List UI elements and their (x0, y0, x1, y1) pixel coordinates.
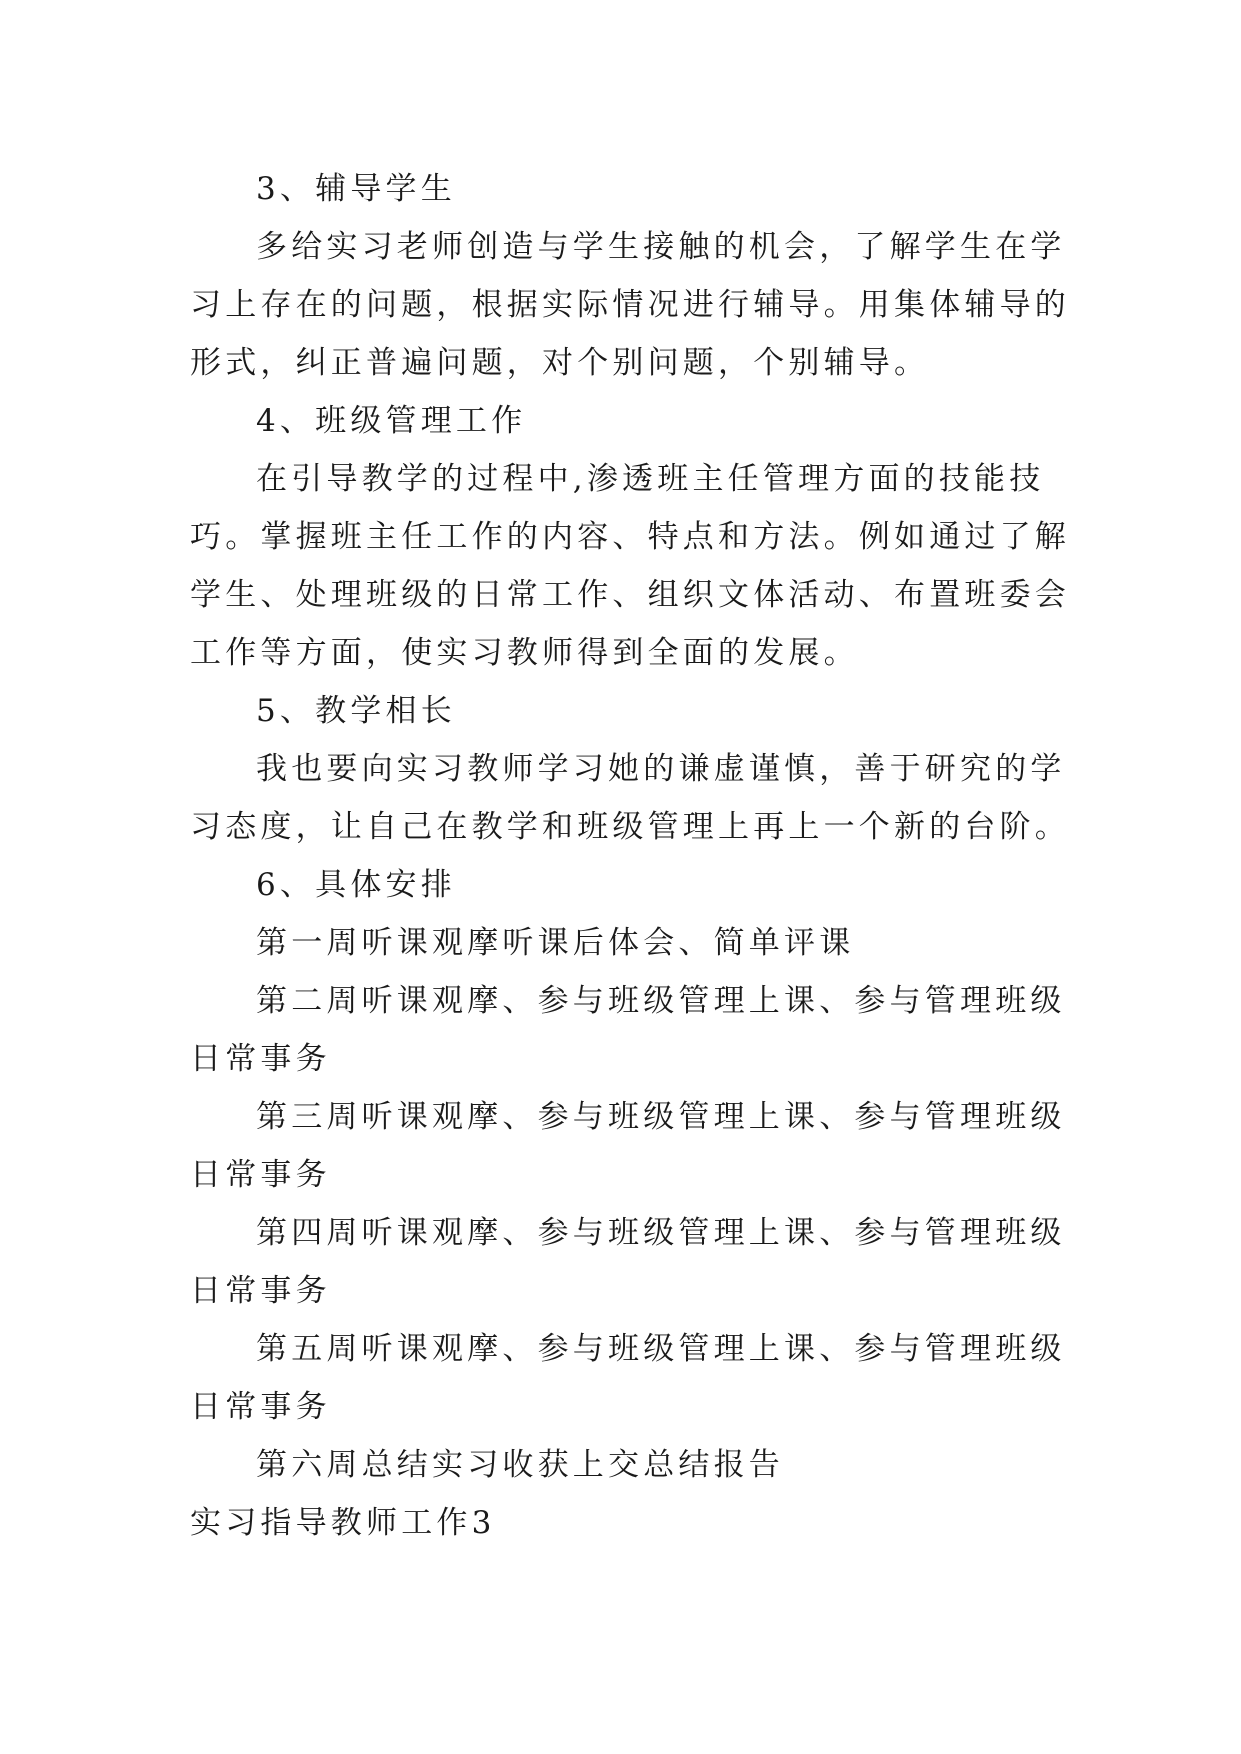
section-heading-mutual-learning: 5、教学相长 (256, 693, 456, 729)
next-section-title: 实习指导教师工作3 (190, 1505, 496, 1541)
section-heading-class-management: 4、班级管理工作 (256, 403, 527, 439)
schedule-week-1: 第一周听课观摩听课后体会、简单评课 (256, 925, 855, 961)
schedule-week-2: 第二周听课观摩、参与班级管理上课、参与管理班级日常事务 (190, 983, 1066, 1077)
schedule-week-6: 第六周总结实习收获上交总结报告 (256, 1447, 784, 1483)
paragraph-mutual-learning: 我也要向实习教师学习她的谦虚谨慎，善于研究的学习态度，让自己在教学和班级管理上再上一个新的台阶。 (190, 751, 1070, 845)
schedule-week-5: 第五周听课观摩、参与班级管理上课、参与管理班级日常事务 (190, 1331, 1066, 1425)
schedule-week-3: 第三周听课观摩、参与班级管理上课、参与管理班级日常事务 (190, 1099, 1066, 1193)
paragraph-class-management: 在引导教学的过程中,渗透班主任管理方面的技能技巧。掌握班主任工作的内容、特点和方法。例如通过了解学生、处理班级的日常工作、组织文体活动、布置班委会工作等方面，使实习教师得到全面的发展。 (190, 461, 1070, 671)
section-heading-tutoring: 3、辅导学生 (256, 171, 456, 207)
document-body (190, 160, 1070, 1552)
paragraph-tutoring: 多给实习老师创造与学生接触的机会，了解学生在学习上存在的问题，根据实际情况进行辅导。用集体辅导的形式，纠正普遍问题，对个别问题，个别辅导。 (190, 229, 1070, 381)
section-heading-schedule: 6、具体安排 (256, 867, 456, 903)
schedule-week-4: 第四周听课观摩、参与班级管理上课、参与管理班级日常事务 (190, 1215, 1066, 1309)
